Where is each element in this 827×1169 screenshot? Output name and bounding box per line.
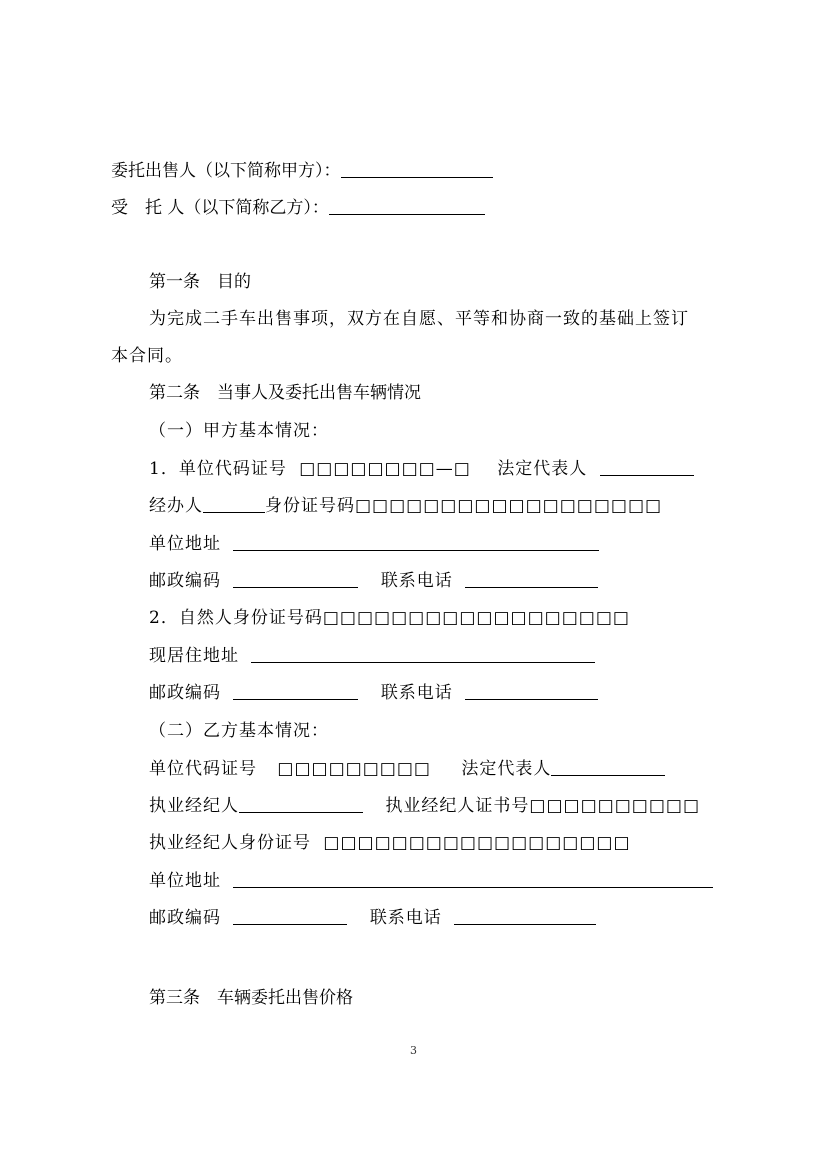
party-a-person-id-boxes[interactable]: □□□□□□□□□□□□□□□□□□ [322,608,630,628]
party-a-contact-line [149,570,598,592]
party-a-residence-label: 现居住地址 [149,646,239,666]
party-b-broker-id-line [149,832,631,854]
agent-blank[interactable] [329,197,485,215]
party-a-handler-label: 经办人 [149,496,203,516]
party-b-postcode-label: 邮政编码 [149,908,221,928]
party-b-address-line [149,870,713,892]
party-a-phone-label: 联系电话 [380,571,453,591]
party-b-org-code-label: 单位代码证号 [149,759,257,779]
party-a-org-code-boxes[interactable]: □□□□□□□□—□ [299,459,471,479]
party-a-postcode-blank[interactable] [233,570,358,588]
party-b-address-label: 单位地址 [149,871,221,891]
party-a-address-line [149,533,599,555]
page-number: 3 [410,1044,417,1057]
party-a-id-label: 身份证号码 [265,496,355,516]
party-b-cert-boxes[interactable]: □□□□□□□□□□ [529,796,701,816]
seller-blank[interactable] [341,160,493,178]
party-b-legal-rep-blank[interactable] [551,758,665,776]
article3-heading: 第三条 车辆委托出售价格 [149,988,353,1008]
article1-text-line2: 本合同。 [111,346,183,366]
party-a-handler-line [149,495,662,517]
party-b-broker-id-boxes[interactable]: □□□□□□□□□□□□□□□□□□ [323,833,631,853]
party-a-person-id-label: 2．自然人身份证号码 [149,608,323,628]
party-b-phone-label: 联系电话 [369,908,442,928]
article1-text-line1: 为完成二手车出售事项，双方在自愿、平等和协商一致的基础上签订 [149,309,689,329]
party-a-phone2-blank[interactable] [465,682,598,700]
party-a-org-line [149,458,694,480]
seller-label: 委托出售人（以下简称甲方）： [111,161,341,181]
party-b-broker-line [149,795,700,817]
party-a-residence-line [149,645,595,667]
party-a-title: （一）甲方基本情况： [149,421,329,441]
party-a-legal-rep-label: 法定代表人 [497,459,588,479]
agent-label: 受 托 人（以下简称乙方）： [111,198,329,218]
party-b-broker-label: 执业经纪人 [149,796,239,816]
party-b-broker-blank[interactable] [239,795,363,813]
party-a-postcode2-label: 邮政编码 [149,683,221,703]
party-a-address-label: 单位地址 [149,534,221,554]
party-a-contact2-line [149,682,598,704]
party-a-org-code-label: 1．单位代码证号 [149,459,287,479]
party-b-broker-id-label: 执业经纪人身份证号 [149,833,311,853]
party-b-org-code-boxes[interactable]: □□□□□□□□□ [277,759,431,779]
party-a-address-blank[interactable] [233,533,599,551]
party-b-org-line [149,758,665,780]
party-a-id-boxes[interactable]: □□□□□□□□□□□□□□□□□□ [355,496,663,516]
article2-heading: 第二条 当事人及委托出售车辆情况 [149,383,421,403]
party-b-legal-rep-label: 法定代表人 [461,759,552,779]
party-a-legal-rep-blank[interactable] [600,458,694,476]
article1-heading: 第一条 目的 [149,272,251,292]
party-b-postcode-blank[interactable] [233,907,347,925]
party-a-postcode-label: 邮政编码 [149,571,221,591]
party-a-phone2-label: 联系电话 [380,683,453,703]
party-a-residence-blank[interactable] [251,645,595,663]
seller-line [111,160,493,182]
party-a-phone-blank[interactable] [465,570,598,588]
party-b-title: （二）乙方基本情况： [149,721,329,741]
party-b-cert-label: 执业经纪人证书号 [385,796,530,816]
agent-line [111,197,485,219]
party-b-phone-blank[interactable] [454,907,596,925]
party-a-person-id-line [149,607,630,629]
party-a-postcode2-blank[interactable] [233,682,358,700]
party-b-contact-line [149,907,596,929]
party-b-address-blank[interactable] [233,870,713,888]
party-a-handler-blank[interactable] [203,495,265,513]
